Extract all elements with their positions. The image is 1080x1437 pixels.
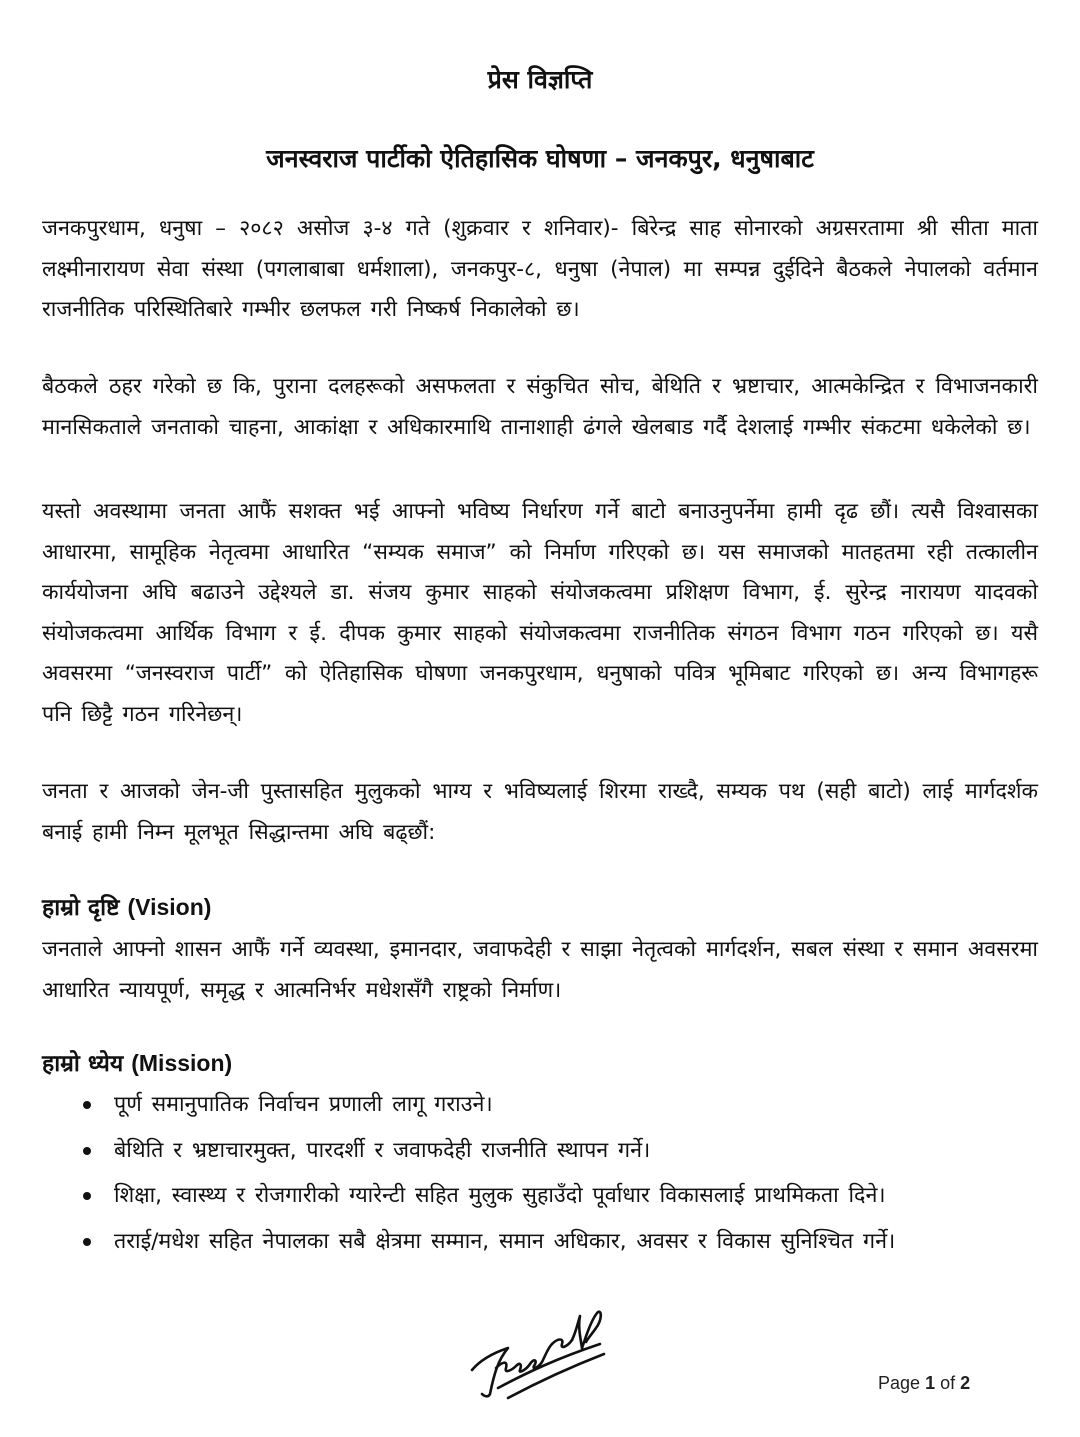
- mission-item: [0, 1176, 978, 1217]
- document-subtitle: जनस्वराज पार्टीको ऐतिहासिक घोषणा – जनकपुर, धनुषाबाट: [266, 144, 814, 173]
- mission-item: [0, 1222, 978, 1263]
- mission-heading: [42, 1046, 232, 1078]
- vision-heading: [42, 890, 211, 922]
- mission-item: [0, 1085, 978, 1126]
- paragraph-principles: जनता र आजको जेन-जी पुस्तासहित मुलुकको भाग्य र भविष्यलाई शिरमा राख्दै, सम्यक पथ (सही बाटो) लाई मार्गदर्शक बनाई हामी निम्न मूलभूत सिद्धान्तमा अघि बढ्छौं:: [42, 779, 1038, 845]
- vision-heading-en: (Vision): [127, 894, 212, 920]
- page-number: [878, 1373, 970, 1394]
- bullet-icon: [83, 1238, 91, 1246]
- mission-item-text: तराई/मधेश सहित नेपालका सबै क्षेत्रमा सम्मान, समान अधिकार, अवसर र विकास सुनिश्चित गर्ने।: [114, 1228, 896, 1254]
- mission-list: [0, 1085, 1080, 1267]
- bullet-icon: [83, 1192, 91, 1200]
- paragraph-assessment: बैठकले ठहर गरेको छ कि, पुराना दलहरूको असफलता र संकुचित सोच, बेथिति र भ्रष्टाचार, आत्मकेन्द्रित र विभाजनकारी मानसिकताले जनताको चाहना, आकांक्षा र अधिकारमाथि तानाशाही ढंगले खेलबाड गर्दै देशलाई गम्भीर संकटमा धकेलेको छ।: [42, 374, 1038, 440]
- of-word: of: [940, 1373, 956, 1393]
- bullet-icon: [83, 1147, 91, 1155]
- vision-text: जनताले आफ्नो शासन आफैं गर्ने व्यवस्था, इमानदार, जवाफदेही र साझा नेतृत्वको मार्गदर्शन, सबल संस्था र समान अवसरमा आधारित न्यायपूर्ण, समृद्ध र आत्मनिर्भर मधेशसँगै राष्ट्रको निर्माण।: [42, 937, 1038, 1003]
- vision-heading-np: हाम्रो दृष्टि: [42, 895, 120, 921]
- paragraph-formation: यस्तो अवस्थामा जनता आफैं सशक्त भई आफ्नो भविष्य निर्धारण गर्ने बाटो बनाउनुपर्नेमा हामी दृढ छौं। त्यसै विश्वासका आधारमा, सामूहिक नेतृत्वमा आधारित “सम्यक समाज” को निर्माण गरिएको छ। यस समाजको मातहतमा रही तत्कालीन कार्ययोजना अघि बढाउने उद्देश्यले डा. संजय कुमार साहको संयोजकत्वमा प्रशिक्षण विभाग, ई. सुरेन्द्र नारायण यादवको संयोजकत्वमा आर्थिक विभाग र ई. दीपक कुमार साहको संयोजकत्वमा राजनीतिक संगठन विभाग गठन गरिएको छ। यसै अवसरमा “जनस्वराज पार्टी” को ऐतिहासिक घोषणा जनकपुरधाम, धनुषाको पवित्र भूमिबाट गरिएको छ। अन्य विभागहरू पनि छिट्टै गठन गरिनेछन्।: [42, 499, 1038, 727]
- mission-item-text: पूर्ण समानुपातिक निर्वाचन प्रणाली लागू गराउने।: [114, 1092, 493, 1117]
- mission-heading-en: (Mission): [131, 1050, 233, 1076]
- current-page: 1: [925, 1373, 936, 1393]
- paragraph-intro: जनकपुरधाम, धनुषा – २०८२ असोज ३-४ गते (शुक्रवार र शनिवार)- बिरेन्द्र साह सोनारको अग्रसरतामा श्री सीता माता लक्ष्मीनारायण सेवा संस्था (पगलाबाबा धर्मशाला), जनकपुर-८, धनुषा (नेपाल) मा सम्पन्न दुईदिने बैठकले नेपालको वर्तमान राजनीतिक परिस्थितिबारे गम्भीर छलफल गरी निष्कर्ष निकालेको छ।: [42, 216, 1038, 322]
- mission-heading-np: हाम्रो ध्येय: [42, 1051, 124, 1077]
- page-word: Page: [878, 1373, 921, 1393]
- total-pages: 2: [960, 1373, 971, 1393]
- mission-item: [0, 1131, 978, 1172]
- document-title: प्रेस विज्ञप्ति: [487, 65, 593, 94]
- bullet-icon: [83, 1101, 91, 1109]
- signature-icon: [468, 1308, 608, 1404]
- mission-item-text: शिक्षा, स्वास्थ्य र रोजगारीको ग्यारेन्टी सहित मुलुक सुहाउँदो पूर्वाधार विकासलाई प्राथमिकता दिने।: [114, 1183, 886, 1208]
- mission-item-text: बेथिति र भ्रष्टाचारमुक्त, पारदर्शी र जवाफदेही राजनीति स्थापन गर्ने।: [114, 1137, 651, 1163]
